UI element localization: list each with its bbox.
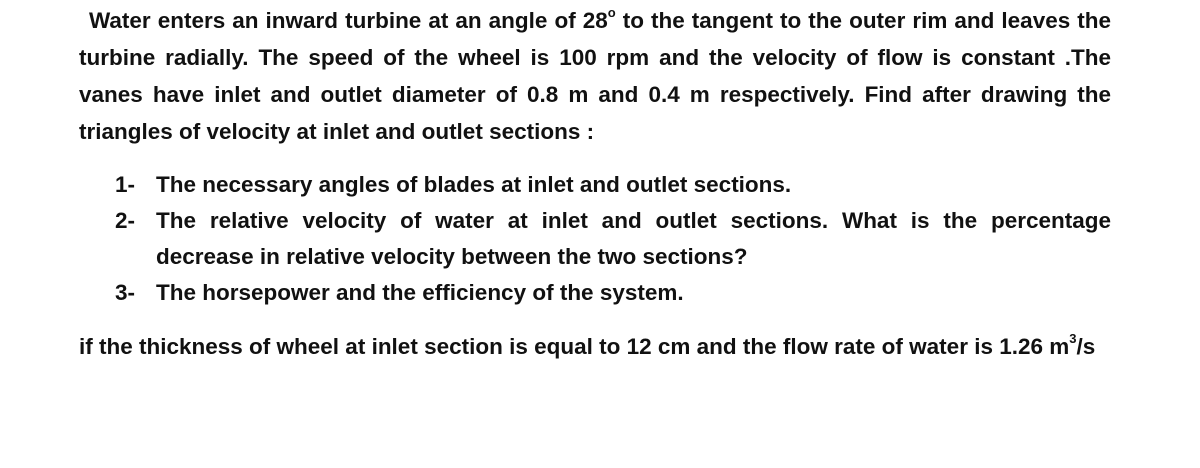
- cubic-superscript: 3: [1069, 330, 1077, 346]
- problem-document: [79, 2, 1111, 365]
- closing-text-start: if the thickness of wheel at inlet section is equal to 12 cm and the flow rate of water is 1.26 m: [79, 334, 1070, 359]
- list-item: [79, 203, 1111, 275]
- list-item: [79, 275, 1111, 311]
- closing-text-end: /s: [1076, 334, 1096, 359]
- list-item-text: The relative velocity of water at inlet and outlet sections. What is the percentage decrease in relative velocity between the two sections?: [156, 208, 1111, 269]
- list-item-number: 3-: [115, 280, 136, 305]
- list-item-text: The horsepower and the efficiency of the system.: [156, 280, 684, 305]
- list-item-number: 2-: [115, 208, 136, 233]
- question-list: [79, 167, 1111, 311]
- degree-superscript: o: [607, 4, 616, 20]
- problem-closing-paragraph: [79, 329, 1111, 365]
- intro-text-start: Water enters an inward turbine at an angle of 28: [89, 8, 608, 33]
- intro-text-end: to the tangent to the outer rim and leaves the turbine radially. The speed of the wheel is 100 rpm and the velocity of flow is constant .The vanes have inlet and outlet diameter of 0.8 m and 0.4 m respectively. Find after drawing the triangles of velocity at inlet and outlet sections :: [79, 8, 1112, 144]
- list-item-text: The necessary angles of blades at inlet and outlet sections.: [156, 172, 792, 197]
- list-item: [79, 167, 1111, 203]
- problem-intro-paragraph: [79, 2, 1111, 150]
- list-item-number: 1-: [115, 172, 136, 197]
